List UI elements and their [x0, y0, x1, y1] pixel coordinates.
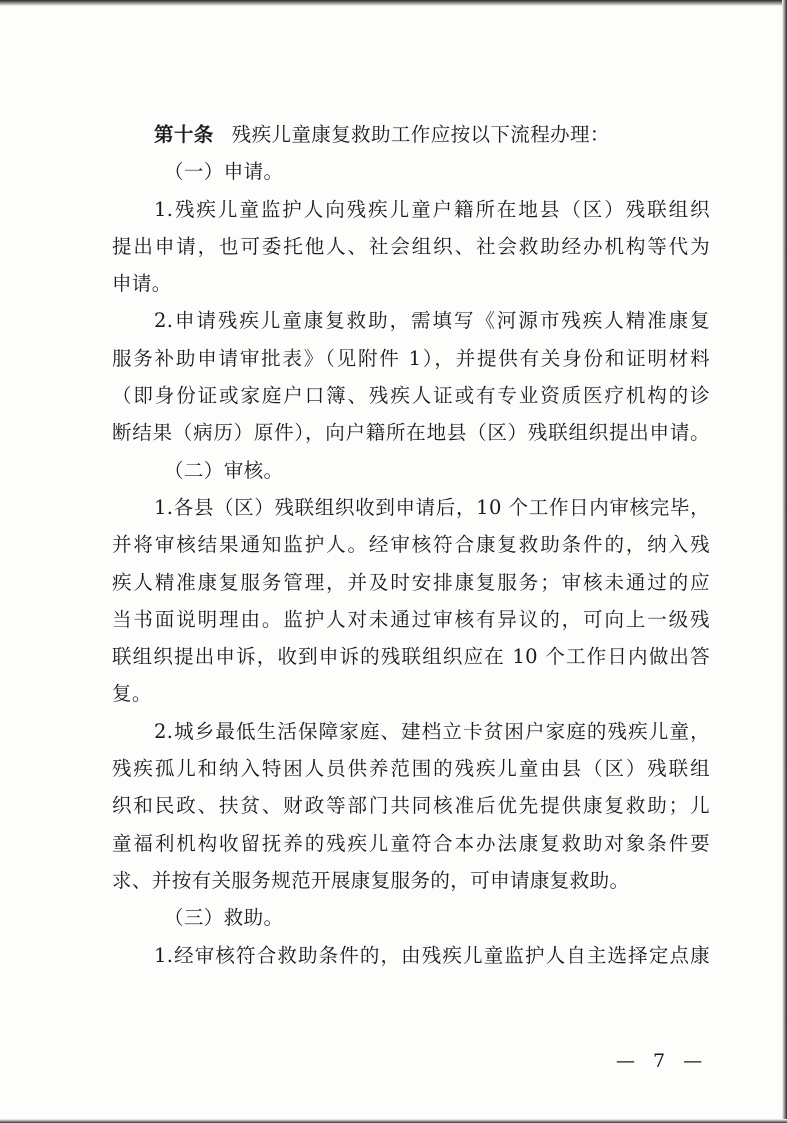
article-intro: 残疾儿童康复救助工作应按以下流程办理：: [231, 123, 610, 146]
paragraph-line: 服务补助申请审批表》（见附件 1），并提供有关身份和证明材料: [112, 346, 710, 370]
article-title: 第十条: [154, 123, 214, 146]
paragraph-line: 织和民政、扶贫、财政等部门共同核准后优先提供康复救助；儿: [112, 794, 710, 818]
section-heading: （一）申请。: [164, 160, 284, 184]
paragraph-line: 提出申请，也可委托他人、社会组织、社会救助经办机构等代为: [112, 234, 710, 258]
article-heading-line: [112, 116, 710, 153]
section-heading: （二）审核。: [164, 458, 284, 482]
paragraph-line: 残疾孤儿和纳入特困人员供养范围的残疾儿童由县（区）残联组: [112, 757, 710, 781]
paragraph-line: 2.申请残疾儿童康复救助，需填写《河源市残疾人精准康复: [154, 309, 710, 333]
paragraph-line: 并将审核结果通知监护人。经审核符合康复救助条件的，纳入残: [112, 533, 710, 557]
paragraph-line: 求、并按有关服务规范开展康复服务的，可申请康复救助。: [112, 868, 630, 892]
paragraph-line: 复。: [112, 682, 152, 706]
paragraph-line: 申请。: [112, 272, 172, 296]
scan-border-right: [782, 0, 787, 1123]
paragraph-line: 联组织提出申诉，收到申诉的残联组织应在 10 个工作日内做出答: [112, 645, 710, 669]
paragraph-line: 1.残疾儿童监护人向残疾儿童户籍所在地县（区）残联组织: [154, 197, 710, 221]
paragraph-line: （即身份证或家庭户口簿、残疾人证或有专业资质医疗机构的诊: [112, 384, 710, 408]
scan-border-bottom: [0, 1119, 787, 1123]
paragraph-line: 1.经审核符合救助条件的，由残疾儿童监护人自主选择定点康: [154, 943, 710, 967]
paragraph-line: 疾人精准康复服务管理，并及时安排康复服务；审核未通过的应: [112, 570, 710, 594]
paragraph-line: 当书面说明理由。监护人对未通过审核有异议的，可向上一级残: [112, 607, 710, 631]
scan-border-top: [0, 0, 787, 6]
paragraph-line: 2.城乡最低生活保障家庭、建档立卡贫困户家庭的残疾儿童，: [154, 719, 710, 743]
paragraph-line: 断结果（病历）原件），向户籍所在地县（区）残联组织提出申请。: [112, 421, 710, 445]
document-body: [112, 116, 710, 974]
page-number: — 7 —: [616, 1050, 709, 1072]
paragraph-line: 童福利机构收留抚养的残疾儿童符合本办法康复救助对象条件要: [112, 831, 710, 855]
paragraph-line: 1.各县（区）残联组织收到申请后，10 个工作日内审核完毕，: [154, 495, 710, 519]
section-heading: （三）救助。: [164, 906, 284, 930]
